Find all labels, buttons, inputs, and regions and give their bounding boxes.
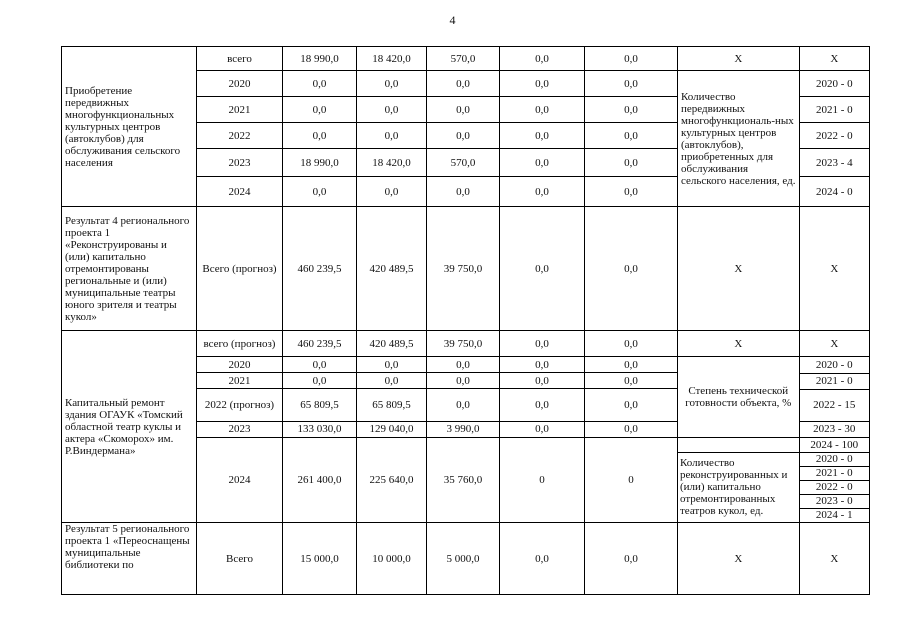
target-cell: 2024 - 1 <box>815 509 853 522</box>
value-cell: 460 239,5 <box>283 331 357 357</box>
target-cell: 2022 - 0 <box>799 123 869 149</box>
period-cell: 2021 <box>197 373 283 389</box>
indicator-text: Количество передвижных многофункциональ-ных культурных центров (автоклубов), приобретенных для обслуживания сельского населения, ед. <box>678 71 800 207</box>
value-cell: 0,0 <box>283 97 357 123</box>
value-cell: 0,0 <box>283 123 357 149</box>
period-cell: 2020 <box>197 357 283 373</box>
value-cell: 18 990,0 <box>283 47 357 71</box>
value-cell: 0,0 <box>585 123 678 149</box>
value-cell: 0,0 <box>585 373 678 389</box>
value-cell: 0,0 <box>500 47 585 71</box>
indicator-text: Степень технической готовности объекта, % <box>678 357 799 437</box>
value-cell: 0 <box>585 438 678 523</box>
value-cell: 0,0 <box>585 47 678 71</box>
row-description: Капитальный ремонт здания ОГАУК «Томский областной театр куклы и актера «Скоморох» им. Р.Виндермана» <box>62 331 197 523</box>
value-cell: 0,0 <box>357 357 427 373</box>
period-cell: Всего <box>197 523 283 595</box>
value-cell: 18 990,0 <box>283 149 357 177</box>
value-cell: 0,0 <box>427 389 500 421</box>
value-cell: 0,0 <box>500 421 585 437</box>
value-cell: 0,0 <box>357 97 427 123</box>
x-mark: Х <box>799 47 869 71</box>
period-cell: 2024 <box>197 177 283 207</box>
target-cell: 2022 - 15 <box>799 389 869 421</box>
target-cell: 2024 - 100 <box>799 438 869 452</box>
value-cell: 0,0 <box>585 421 678 437</box>
target-cell: 2020 - 0 <box>799 452 869 466</box>
target-cell: 2021 - 0 <box>799 97 869 123</box>
value-cell: 0,0 <box>500 207 585 331</box>
period-cell: 2023 <box>197 149 283 177</box>
value-cell: 10 000,0 <box>357 523 427 595</box>
value-cell: 0,0 <box>500 389 585 421</box>
target-cell: 2023 - 4 <box>799 149 869 177</box>
period-cell: 2021 <box>197 97 283 123</box>
value-cell: 0,0 <box>283 357 357 373</box>
value-cell: 0,0 <box>500 177 585 207</box>
target-cell: 2023 - 0 <box>799 494 869 508</box>
value-cell: 35 760,0 <box>427 438 500 523</box>
value-cell: 0 <box>500 438 585 523</box>
value-cell: 0,0 <box>585 97 678 123</box>
x-mark: Х <box>678 331 800 357</box>
value-cell: 129 040,0 <box>357 421 427 437</box>
x-mark: Х <box>678 207 800 331</box>
value-cell: 0,0 <box>283 71 357 97</box>
row-description: Результат 4 регионального проекта 1 «Реконструированы и (или) капитально отремонтированы региональные и (или) муниципальные театры юного зрителя и театры кукол» <box>62 207 197 331</box>
value-cell: 0,0 <box>585 207 678 331</box>
period-cell: 2022 <box>197 123 283 149</box>
period-cell: 2022 (прогноз) <box>197 389 283 421</box>
target-cell: 2020 - 0 <box>799 71 869 97</box>
value-cell: 18 420,0 <box>357 47 427 71</box>
value-cell: 460 239,5 <box>283 207 357 331</box>
value-cell: 0,0 <box>427 71 500 97</box>
value-cell: 261 400,0 <box>283 438 357 523</box>
indicator-text: Количество реконструированных и (или) капитально отремонтированных театров кукол, ед. <box>678 452 799 522</box>
value-cell: 0,0 <box>500 523 585 595</box>
value-cell: 18 420,0 <box>357 149 427 177</box>
value-cell: 0,0 <box>585 331 678 357</box>
value-cell: 15 000,0 <box>283 523 357 595</box>
value-cell: 0,0 <box>585 357 678 373</box>
value-cell: 0,0 <box>585 71 678 97</box>
target-cell: 2024 - 0 <box>799 177 869 207</box>
value-cell: 0,0 <box>357 177 427 207</box>
period-cell: 2023 <box>197 421 283 437</box>
value-cell: 0,0 <box>500 149 585 177</box>
table-row <box>62 331 870 357</box>
value-cell: 65 809,5 <box>357 389 427 421</box>
value-cell: 0,0 <box>585 177 678 207</box>
value-cell: 133 030,0 <box>283 421 357 437</box>
x-mark: Х <box>678 523 800 595</box>
page-number: 4 <box>449 13 456 27</box>
value-cell: 420 489,5 <box>357 331 427 357</box>
target-cell: 2020 - 0 <box>799 357 869 373</box>
period-cell: 2024 <box>197 438 283 523</box>
value-cell: 225 640,0 <box>357 438 427 523</box>
value-cell: 0,0 <box>283 373 357 389</box>
value-cell: 570,0 <box>427 47 500 71</box>
value-cell: 39 750,0 <box>427 207 500 331</box>
period-cell: 2020 <box>197 71 283 97</box>
value-cell: 0,0 <box>427 373 500 389</box>
x-mark: Х <box>799 207 869 331</box>
period-cell: Всего (прогноз) <box>197 207 283 331</box>
value-cell: 0,0 <box>585 523 678 595</box>
period-cell: всего <box>197 47 283 71</box>
value-cell: 0,0 <box>427 123 500 149</box>
value-cell: 0,0 <box>500 123 585 149</box>
row-description: Результат 5 регионального проекта 1 «Переоснащены муниципальные библиотеки по <box>62 523 197 595</box>
theatres-indicator-block <box>678 438 870 523</box>
value-cell: 0,0 <box>427 357 500 373</box>
value-cell: 3 990,0 <box>427 421 500 437</box>
value-cell: 0,0 <box>500 373 585 389</box>
target-cell: 2021 - 0 <box>799 373 869 389</box>
target-cell: 2023 - 30 <box>813 423 856 436</box>
value-cell: 65 809,5 <box>283 389 357 421</box>
value-cell: 0,0 <box>357 373 427 389</box>
value-cell: 0,0 <box>500 331 585 357</box>
spacer-cell <box>678 438 799 452</box>
value-cell: 0,0 <box>283 177 357 207</box>
value-cell: 0,0 <box>357 123 427 149</box>
value-cell: 0,0 <box>585 389 678 421</box>
table-row <box>62 523 870 595</box>
value-cell: 0,0 <box>585 149 678 177</box>
table-row <box>62 47 870 71</box>
budget-table <box>61 46 870 595</box>
value-cell: 0,0 <box>500 71 585 97</box>
value-cell: 0,0 <box>357 71 427 97</box>
table-row <box>62 207 870 331</box>
value-cell: 0,0 <box>500 97 585 123</box>
target-cell: 2021 - 0 <box>799 466 869 480</box>
x-mark: Х <box>799 523 869 595</box>
value-cell: 570,0 <box>427 149 500 177</box>
value-cell: 5 000,0 <box>427 523 500 595</box>
value-cell: 420 489,5 <box>357 207 427 331</box>
value-cell: 0,0 <box>500 357 585 373</box>
row-description: Приобретение передвижных многофункциональных культурных центров (автоклубов) для обслуживания сельского населения <box>62 47 197 207</box>
value-cell: 39 750,0 <box>427 331 500 357</box>
target-cell: 2022 - 0 <box>799 480 869 494</box>
value-cell: 0,0 <box>427 177 500 207</box>
x-mark: Х <box>678 47 800 71</box>
value-cell: 0,0 <box>427 97 500 123</box>
x-mark: Х <box>799 331 869 357</box>
readiness-indicator-block <box>678 357 870 438</box>
period-cell: всего (прогноз) <box>197 331 283 357</box>
